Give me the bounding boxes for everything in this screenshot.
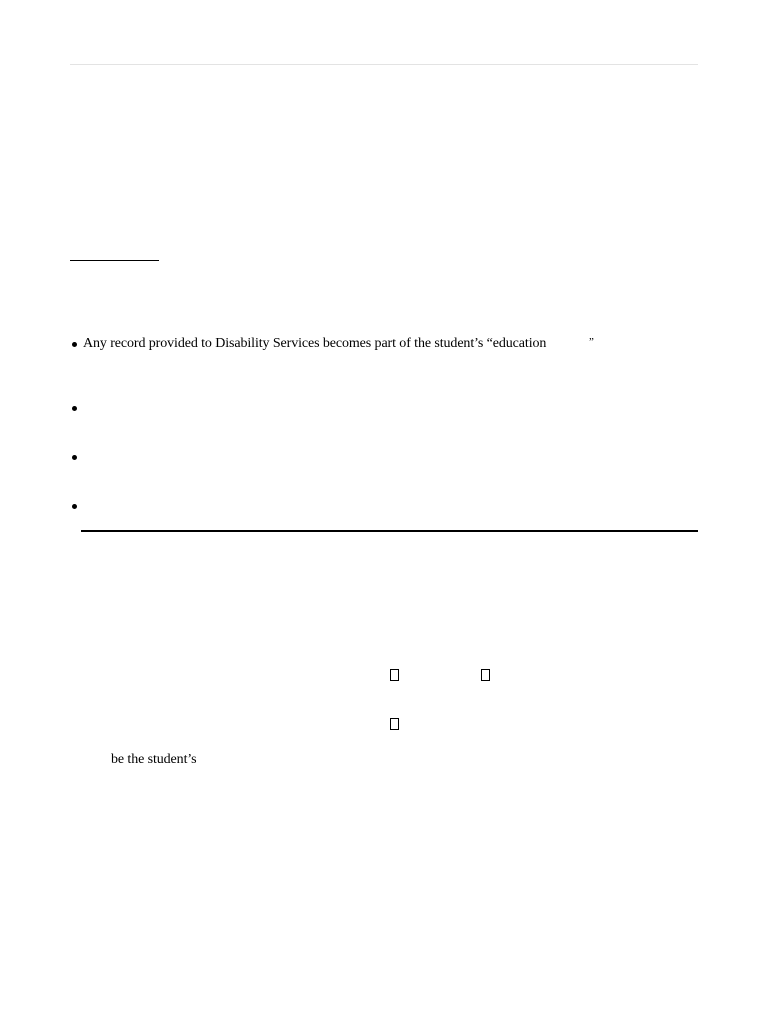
bullet-dot — [72, 406, 77, 411]
checkbox[interactable] — [390, 718, 399, 730]
checkbox[interactable] — [390, 669, 399, 681]
bullet-dot — [72, 342, 77, 347]
closing-quote: ” — [589, 336, 594, 348]
section-heading-underline — [70, 260, 159, 261]
header-divider — [70, 64, 698, 65]
section-divider — [81, 530, 698, 532]
bullet-dot — [72, 455, 77, 460]
form-fragment-text: be the student’s — [111, 752, 197, 767]
checkbox[interactable] — [481, 669, 490, 681]
bullet-item-text: Any record provided to Disability Services becomes part of the student’s “education — [83, 336, 547, 351]
bullet-dot — [72, 504, 77, 509]
